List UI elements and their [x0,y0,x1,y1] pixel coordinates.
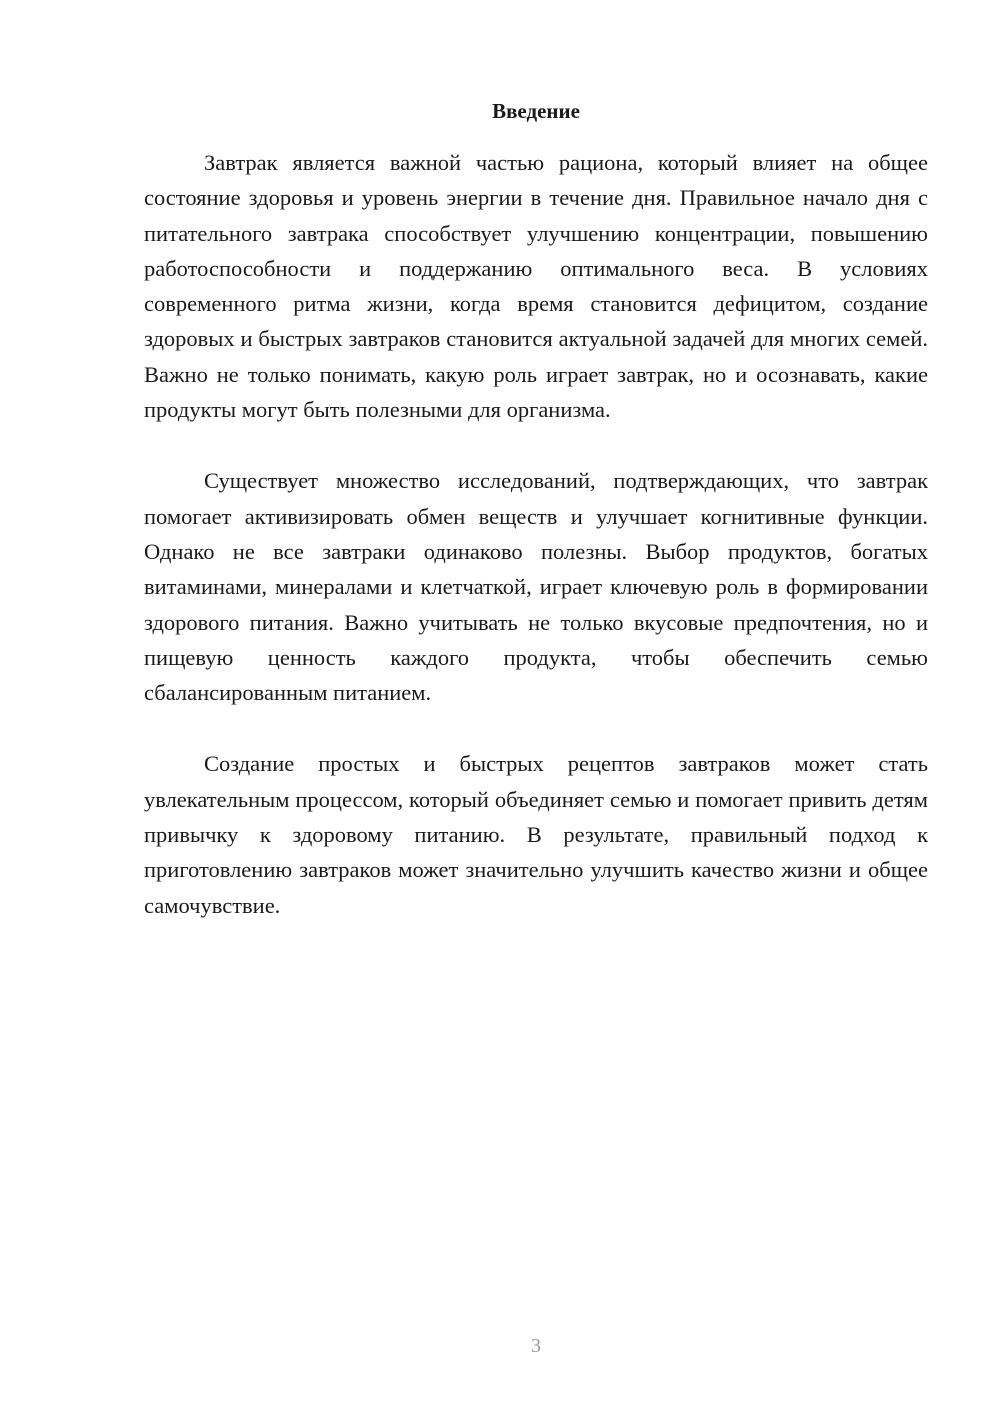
paragraph-3: Создание простых и быстрых рецептов завтраков может стать увлекательным процессом, который объединяет семью и помогает привить детям привычку к здоровому питанию. В результате, правильный подход к приготовлению завтраков может значительно улучшить качество жизни и общее самочувствие. [144,751,928,918]
paragraph-1: Завтрак является важной частью рациона, который влияет на общее состояние здоровья и уровень энергии в течение дня. Правильное начало дня с питательного завтрака способствует улучшению концентрации, повышению работоспособности и поддержанию оптимального веса. В условиях современного ритма жизни, когда время становится дефицитом, создание здоровых и быстрых завтраков становится актуальной задачей для многих семей. Важно не только понимать, какую роль играет завтрак, но и осознавать, какие продукты могут быть полезными для организма. [144,150,928,423]
section-heading: Введение [492,99,580,123]
paragraph-2: Существует множество исследований, подтверждающих, что завтрак помогает активизировать обмен веществ и улучшает когнитивные функции. Однако не все завтраки одинаково полезны. Выбор продуктов, богатых витаминами, минералами и клетчаткой, играет ключевую роль в формировании здорового питания. Важно учитывать не только вкусовые предпочтения, но и пищевую ценность каждого продукта, чтобы обеспечить семью сбалансированным питанием. [144,468,928,706]
page-number: 3 [531,1335,541,1357]
body-text [144,145,928,959]
